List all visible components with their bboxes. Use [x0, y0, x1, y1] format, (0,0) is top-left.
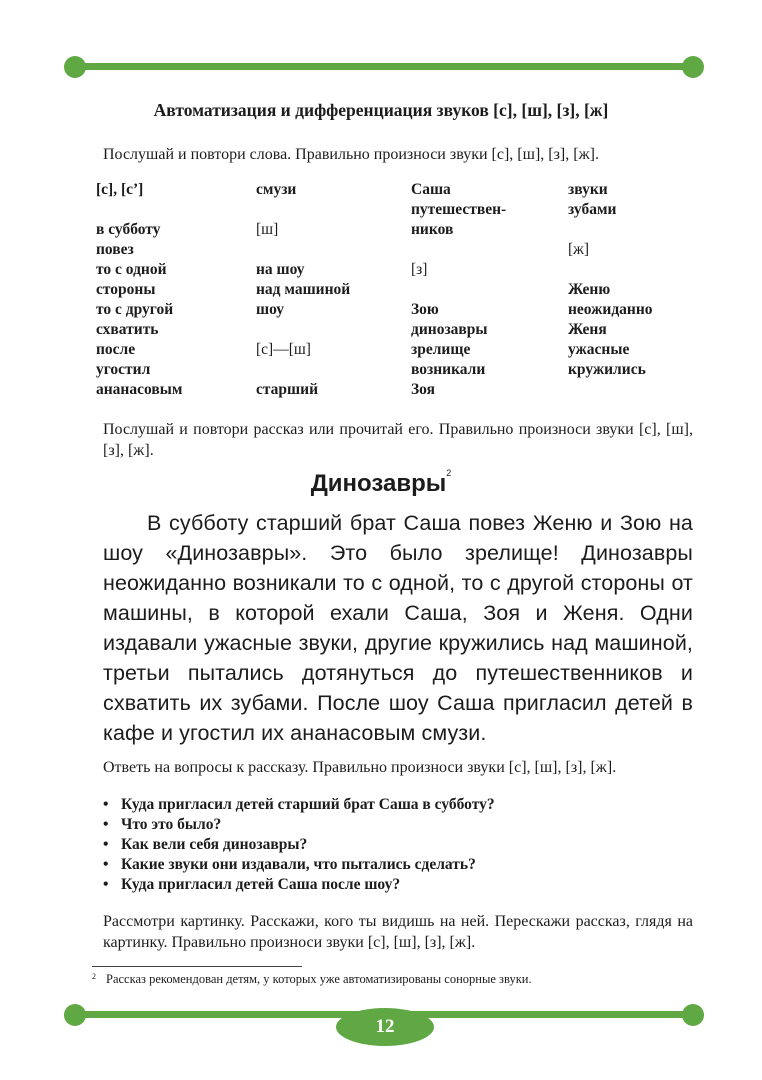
- word-item: [ж]: [568, 241, 590, 258]
- question-item: [103, 875, 495, 895]
- word-item: над машиной: [256, 281, 351, 298]
- page-number: 12: [336, 1008, 434, 1046]
- story-title: [0, 470, 762, 498]
- word-item: [з]: [411, 261, 428, 278]
- questions-list: [103, 795, 495, 895]
- word-item: смузи: [256, 181, 297, 198]
- top-decorative-bar: [70, 63, 690, 70]
- word-item: [ш]: [256, 221, 279, 238]
- question-text: Куда пригласил детей старший брат Саша в субботу?: [121, 796, 495, 813]
- word-item: ников: [411, 221, 454, 238]
- top-left-dot: [64, 56, 86, 78]
- bullet-icon: •: [103, 796, 109, 813]
- footnote-mark: 2: [92, 972, 96, 981]
- word-item: схватить: [96, 321, 159, 338]
- word-item: [с], [с’]: [96, 181, 144, 198]
- bottom-left-dot: [64, 1004, 86, 1026]
- story-title-footnote-mark: 2: [446, 468, 452, 478]
- word-item: то с одной: [96, 261, 167, 278]
- word-item: зубами: [568, 201, 617, 218]
- word-item: зрелище: [411, 341, 471, 358]
- word-item: ужасные: [568, 341, 630, 358]
- word-item: [с]—[ш]: [256, 341, 311, 358]
- word-item: Женя: [568, 321, 607, 338]
- bullet-icon: •: [103, 876, 109, 893]
- word-item: Женю: [568, 281, 611, 298]
- word-item: шоу: [256, 301, 284, 318]
- question-item: [103, 795, 495, 815]
- bottom-right-dot: [682, 1004, 704, 1026]
- word-item: после: [96, 341, 136, 358]
- word-item: повез: [96, 241, 134, 258]
- section-heading: Автоматизация и дифференциация звуков [с], [ш], [з], [ж]: [153, 100, 609, 120]
- word-item: старший: [256, 381, 318, 398]
- word-item: то с другой: [96, 301, 174, 318]
- instruction-listen-story: Послушай и повтори рассказ или прочитай его. Правильно произноси звуки [с], [ш], [з], [ж].: [103, 421, 693, 459]
- question-item: [103, 815, 495, 835]
- question-text: Какие звуки они издавали, что пытались сделать?: [121, 856, 476, 873]
- word-item: ананасовым: [96, 381, 183, 398]
- word-item: угостил: [96, 361, 151, 378]
- instruction-answer-questions: Ответь на вопросы к рассказу. Правильно произноси звуки [с], [ш], [з], [ж].: [103, 759, 617, 776]
- word-item: неожиданно: [568, 301, 653, 318]
- top-right-dot: [682, 56, 704, 78]
- story-title-text: Динозавры: [310, 470, 447, 497]
- word-item: путешествен-: [411, 201, 507, 218]
- word-item: динозавры: [411, 321, 488, 338]
- word-item: возникали: [411, 361, 486, 378]
- question-item: [103, 835, 495, 855]
- footnote-divider: [92, 966, 302, 967]
- footnote: [92, 972, 532, 987]
- question-item: [103, 855, 495, 875]
- story-text: В субботу старший брат Саша повез Женю и Зою на шоу «Динозавры». Это было зрелище! Динозавры неожиданно возникали то с одной, то с другой стороны от машины, в которой ехали Саша, Зоя и Женя. Одни издавали ужасные звуки, другие кружились над машиной, третьи пытались дотянуться до путешественников и схватить их зубами. После шоу Саша пригласил детей в кафе и угостил их ананасовым смузи.: [103, 511, 693, 745]
- word-item: Зоя: [411, 381, 436, 398]
- instruction-picture: Рассмотри картинку. Расскажи, кого ты видишь на ней. Перескажи рассказ, глядя на картинку. Правильно произноси звуки [с], [ш], [з], [ж].: [103, 913, 693, 951]
- bullet-icon: •: [103, 836, 109, 853]
- word-item: на шоу: [256, 261, 305, 278]
- word-item: стороны: [96, 281, 156, 298]
- word-item: Зою: [411, 301, 439, 318]
- question-text: Как вели себя динозавры?: [121, 836, 308, 853]
- instruction-listen-words: Послушай и повтори слова. Правильно произноси звуки [с], [ш], [з], [ж].: [103, 146, 599, 163]
- word-item: в субботу: [96, 221, 161, 238]
- word-item: звуки: [568, 181, 608, 198]
- question-text: Куда пригласил детей Саша после шоу?: [121, 876, 401, 893]
- bullet-icon: •: [103, 856, 109, 873]
- word-item: Саша: [411, 181, 451, 198]
- question-text: Что это было?: [121, 816, 222, 833]
- word-item: кружились: [568, 361, 646, 378]
- bullet-icon: •: [103, 816, 109, 833]
- footnote-text: Рассказ рекомендован детям, у которых уже автоматизированы сонорные звуки.: [106, 972, 532, 986]
